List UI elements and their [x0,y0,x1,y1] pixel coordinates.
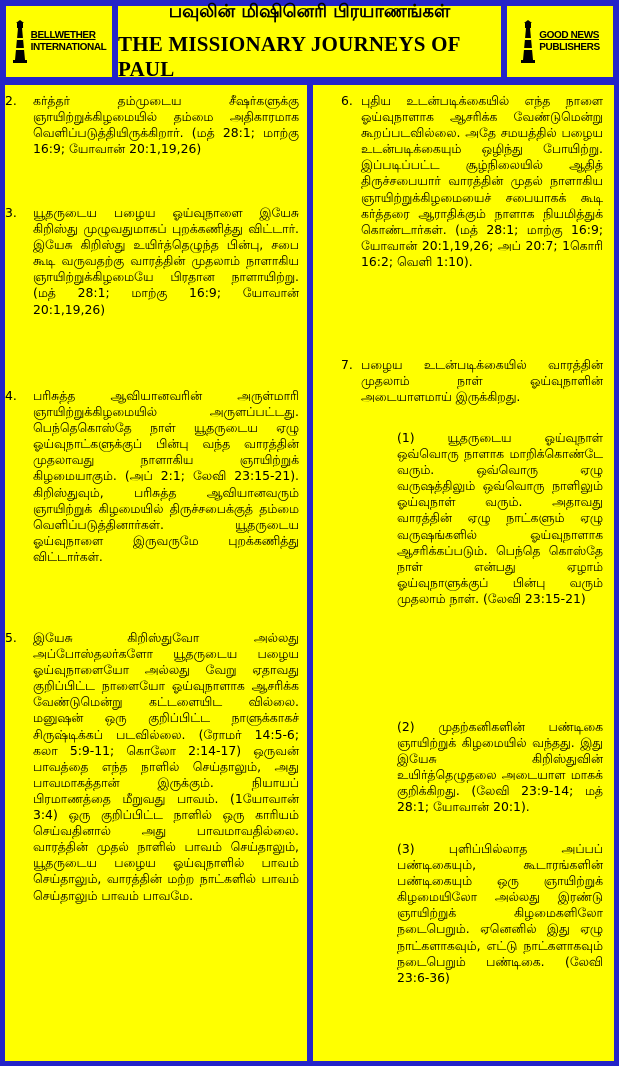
item-text: கர்த்தர் தம்முடைய சீஷர்களுக்கு ஞாயிற்றுக்கிழமையில் தம்மை அதிகாரமாக வெளிப்படுத்தியிருக்கிறார். (மத் 28:1; மாற்கு 16:9; யோவான் 20:1,19,26) [33,93,299,157]
item-number: 2. [5,93,17,108]
sub-item-2: (2) முதற்கனிகளின் பண்டிகை ஞாயிற்றுக் கிழமையில் வந்தது. இது இயேசு கிறிஸ்துவின் உயிர்த்தெழுதலை அடையாள மாகக் குறிக்கிறது. (லேவி 23:9-14; மத் 28:1; யோவான் 20:1). [397,719,603,815]
lighthouse-icon [520,20,536,64]
right-logo-line2: PUBLISHERS [539,41,600,53]
right-logo-line1: GOOD NEWS [539,29,600,41]
list-item-2 [5,93,299,157]
item-text: யூதருடைய பழைய ஓய்வுநாளை இயேசு கிறிஸ்து முழுவதுமாகப் புறக்கணித்து விட்டார். இயேசு கிறிஸ்து உயிர்த்தெழுந்த பின்பு, சபை கூடி வருவதற்கு வாரத்தின் முதலாம் நாளாகிய ஞாயிற்றுக்கிழமையே பிரதான நாளாயிற்று. (மத் 28:1; மாற்கு 16:9; யோவான் 20:1,19,26) [33,205,299,317]
list-item-5 [5,630,299,904]
lighthouse-icon [12,20,28,64]
item-number: 6. [341,93,353,108]
right-column [311,83,616,1063]
title-tamil: பவுலின் மிஷினெரி பிரயாணங்கள் [168,1,451,22]
title-english: THE MISSIONARY JOURNEYS OF PAUL [118,32,460,81]
item-text: பரிசுத்த ஆவியானவரின் அருள்மாரி ஞாயிற்றுக்கிழமையில் அருளப்பட்டது. பெந்தெகொஸ்தே நாள் யூதருடைய ஏழு ஓய்வுநாட்களுக்குப் பின்பு வந்த வாரத்தின் முதலாவது நாளாகிய ஞாயிற்றுக் கிழமையாகும். (அப் 2:1; லேவி 23:15-21). கிறிஸ்துவும், பரிசுத்த ஆவியானவரும் ஞாயிற்றுக் கிழமையில் திருச்சபைக்குத் தம்மை வெளிப்படுத்தினார்கள். யூதருடைய ஓய்வுநாளை இருவருமே புறக்கணித்து விட்டார்கள். [33,388,299,564]
list-item-6 [341,93,603,270]
item-number: 3. [5,205,17,220]
item-number: 4. [5,388,17,403]
left-logo-text [31,30,107,54]
item-text: பழைய உடன்படிக்கையில் வாரத்தின் முதலாம் நாள் ஓய்வுநாளின் அடையாளமாய் இருக்கிறது. [361,357,603,405]
sub-item-3: (3) புளிப்பில்லாத அப்பப் பண்டிகையும், கூடாரங்களின் பண்டிகையும் ஒரு ஞாயிற்றுக் கிழமையிலோ அல்லது இரண்டு ஞாயிற்றுக் கிழமைகளிலோ நடைபெறும். ஏனெனில் இது ஏழு நாட்களாகவும், எட்டு நாட்களாகவும் நடைபெறும் பண்டிகை. (லேவி 23:6-36) [397,841,603,985]
sub-item-1: (1) யூதருடைய ஓய்வுநாள் ஒவ்வொரு நாளாக மாறிக்கொண்டே வரும். ஒவ்வொரு ஏழு வருஷத்திலும் ஒவ்வொரு நாளிலும் ஓய்வுநாள் வரும். அதாவது வாரத்தின் ஏழு நாட்களும் ஏழு வருஷங்களில் ஓய்வுநாளாக ஆசரிக்கப்படும். பெந்தெ கொஸ்தே நாள் என்பது ஏழாம் ஓய்வுநாளுக்குப் பின்பு வரும் முதலாம் நாள். (லேவி 23:15-21) [397,430,603,606]
item-number: 7. [341,357,353,372]
item-text: இயேசு கிறிஸ்துவோ அல்லது அப்போஸ்தலர்களோ யூதருடைய பழைய ஓய்வுநாளையோ அல்லது வேறு ஏதாவது குறிப்பிட்ட நாளையோ ஓய்வுநாளாக ஆசரிக்க வேண்டுமென்று கட்டளையிட வில்லை. மனுஷன் ஒரு குறிப்பிட்ட நாளுக்காகச் சிருஷ்டிக்கப் படவில்லை. (ரோமர் 14:5-6; கலா 5:9-11; கொலோ 2:14-17) ஒருவன் பாவத்தை எந்த நாளில் செய்தாலும், அது பாவமாகத்தான் இருக்கும். நியாயப் பிரமாணத்தை மீறுவது பாவம். (1யோவான் 3:4) ஒரு குறிப்பிட்ட நாளில் ஒரு காரியம் செய்வதினால் அது பாவமாவதில்லை. வாரத்தின் முதல் நாளில் பாவம் செய்தாலும், யூதருடைய பழைய ஓய்வுநாளில் பாவம் செய்தாலும், வாரத்தின் மற்ற நாட்களில் பாவம் செய்தாலும் பாவம் பாவமே. [33,630,299,903]
header [3,3,616,80]
item-number: 5. [5,630,17,645]
title-box [115,3,504,80]
list-item-7 [341,357,603,405]
left-logo-line1: BELLWETHER [30,29,96,41]
left-column [3,83,309,1063]
list-item-4 [5,388,299,565]
left-logo [3,3,115,80]
right-logo-text [539,30,599,54]
item-text: புதிய உடன்படிக்கையில் எந்த நாளை ஓய்வுநாளாக ஆசரிக்க வேண்டுமென்று கூறப்படவில்லை. அதே சமயத்தில் பழைய உடன்படிக்கையும் ஒழிந்து போயிற்று. இப்படிப்பட்ட சூழ்நிலையில் ஆதித் திருச்சபையார் வாரத்தின் முதல் நாளாகிய ஞாயிற்றுக்கிழமையைச் சபையாகக் கூடி கர்த்தரை ஆராதிக்கும் நாளாக நியமித்துக் கொண்டார்கள். (மத் 28:1; மாற்கு 16:9; யோவான் 20:1,19,26; அப் 20:7; 1கொரி 16:2; வெளி 1:10). [361,93,603,269]
list-item-3 [5,205,299,318]
left-logo-line2: INTERNATIONAL [30,41,107,53]
right-logo [504,3,616,80]
